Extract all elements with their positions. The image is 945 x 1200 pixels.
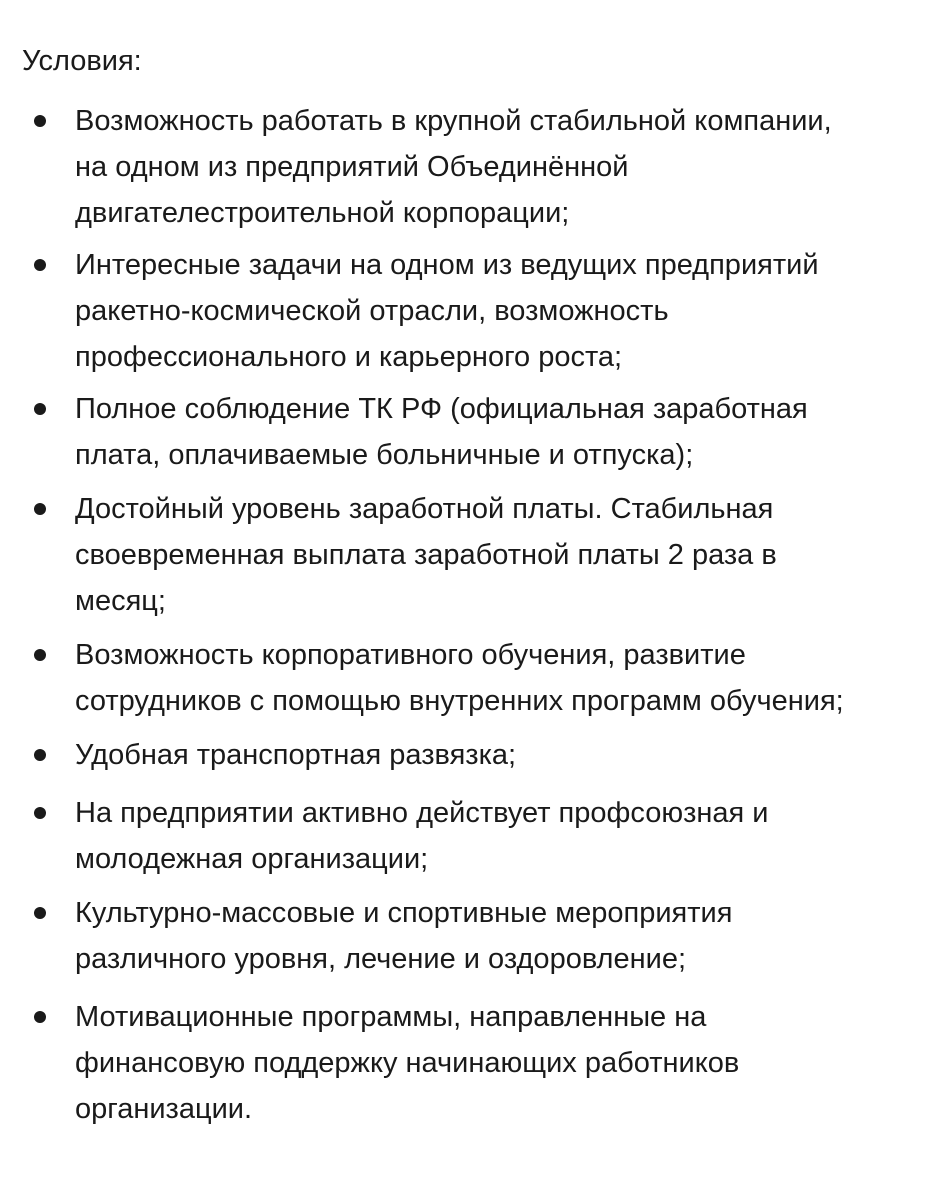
list-item-line: Культурно-массовые и спортивные мероприятия [75, 897, 733, 929]
list-item-line: Полное соблюдение ТК РФ (официальная заработная [75, 393, 808, 425]
bullet-icon [34, 115, 46, 127]
bullet-icon [34, 907, 46, 919]
list-item-line: На предприятии активно действует профсоюзная и [75, 797, 769, 829]
list-item-line: различного уровня, лечение и оздоровление; [75, 943, 687, 975]
list-item-line: сотрудников с помощью внутренних программ обучения; [75, 685, 844, 717]
list-item-line: двигателестроительной корпорации; [75, 197, 570, 229]
bullet-icon [34, 649, 46, 661]
list-item-line: на одном из предприятий Объединённой [75, 151, 629, 183]
list-item-line: Достойный уровень заработной платы. Стабильная [75, 493, 774, 525]
list-item-line: Удобная транспортная развязка; [75, 739, 517, 771]
list-item-line: Возможность корпоративного обучения, развитие [75, 639, 746, 671]
bullet-icon [34, 259, 46, 271]
list-item-line: организации. [75, 1093, 253, 1125]
list-item-line: своевременная выплата заработной платы 2 раза в [75, 539, 777, 571]
list-item-line: профессионального и карьерного роста; [75, 341, 623, 373]
bullet-icon [34, 807, 46, 819]
list-item-line: Возможность работать в крупной стабильной компании, [75, 105, 832, 137]
list-item-line: месяц; [75, 585, 166, 617]
bullet-icon [34, 1011, 46, 1023]
bullet-icon [34, 403, 46, 415]
list-item-line: Интересные задачи на одном из ведущих предприятий [75, 249, 819, 281]
bullet-icon [34, 749, 46, 761]
list-item-line: молодежная организации; [75, 843, 429, 875]
list-item-line: финансовую поддержку начинающих работников [75, 1047, 740, 1079]
list-item-line: ракетно-космической отрасли, возможность [75, 295, 669, 327]
list-item-line: плата, оплачиваемые больничные и отпуска); [75, 439, 694, 471]
list-item-line: Мотивационные программы, направленные на [75, 1001, 707, 1033]
conditions-heading: Условия: [22, 45, 142, 77]
bullet-icon [34, 503, 46, 515]
